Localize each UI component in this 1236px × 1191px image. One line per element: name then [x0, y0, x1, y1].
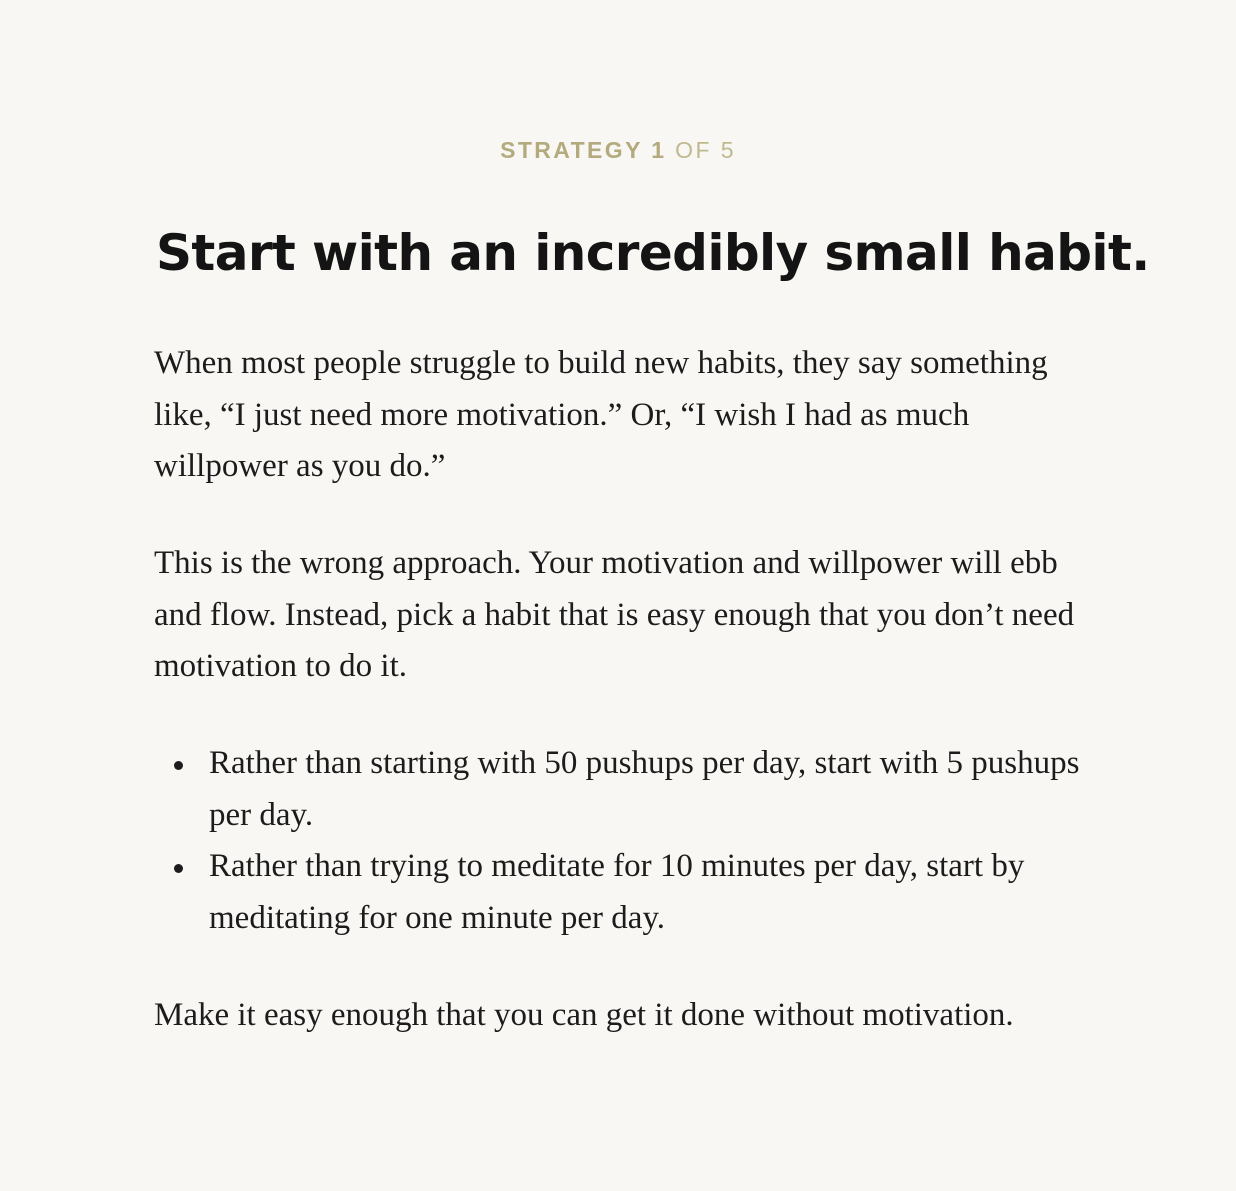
list-item-text: Rather than trying to meditate for 10 minutes per day, start by meditating for one minute per day.: [209, 848, 1025, 936]
approach-paragraph: This is the wrong approach. Your motivation and willpower will ebb and flow. Instead, pick a habit that is easy enough that you don’t need motivation to do it.: [154, 545, 1075, 684]
bullet-icon: [174, 864, 183, 873]
bullet-icon: [174, 761, 183, 770]
page-title: Start with an incredibly small habit.: [156, 224, 1150, 282]
closing-paragraph: Make it easy enough that you can get it done without motivation.: [154, 997, 1014, 1033]
strategy-counter: [0, 136, 1236, 164]
list-item-text: Rather than starting with 50 pushups per day, start with 5 pushups per day.: [209, 745, 1080, 833]
example-list: [154, 738, 1094, 944]
intro-paragraph: When most people struggle to build new habits, they say something like, “I just need more motivation.” Or, “I wish I had as much willpower as you do.”: [154, 345, 1048, 484]
strategy-number: STRATEGY 1: [500, 137, 667, 163]
list-item: [154, 738, 1094, 841]
strategy-total: OF 5: [666, 137, 736, 163]
list-item: [154, 841, 1094, 944]
